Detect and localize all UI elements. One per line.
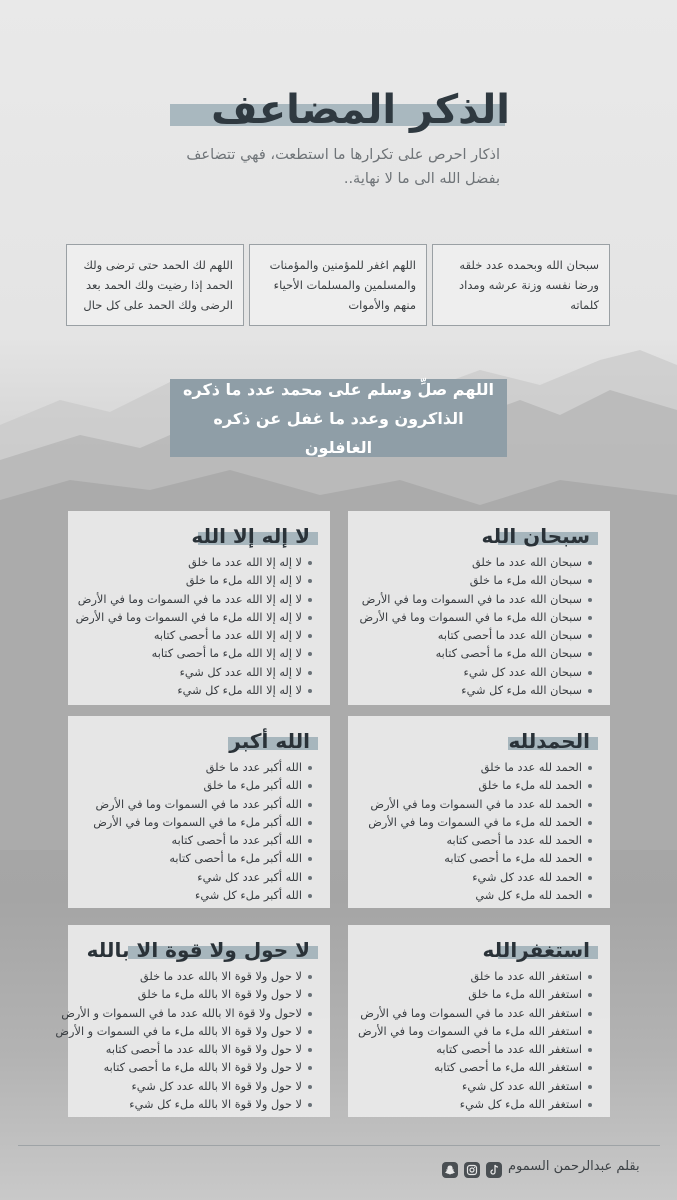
salawat-banner [170, 379, 507, 457]
card-la-ilaha-illallah [68, 511, 330, 705]
list-item: الله أكبر عدد ما خلق [76, 759, 312, 777]
dua-text: سبحان الله وبحمده عدد خلقه ورضا نفسه وزنة عرشه ومداد كلماته [459, 258, 599, 312]
tiktok-icon[interactable] [486, 1162, 502, 1178]
card-list [356, 759, 592, 905]
list-item: سبحان الله عدد ما في السموات وما في الأرض [356, 591, 592, 609]
list-item: سبحان الله ملء ما في السموات وما في الأرض [356, 609, 592, 627]
list-item: استغفر الله عدد ما خلق [356, 968, 592, 986]
card-title-block [508, 724, 590, 758]
list-item: استغفر الله عدد ما في السموات وما في الأرض [356, 1005, 592, 1023]
card-list [356, 968, 592, 1114]
list-item: سبحان الله ملء ما أحصى كتابه [356, 645, 592, 663]
list-item: استغفر الله ملء ما في السموات وما في الأرض [356, 1023, 592, 1041]
list-item: الحمد لله عدد ما في السموات وما في الأرض [356, 796, 592, 814]
list-item: الحمد لله ملء ما أحصى كتابه [356, 850, 592, 868]
list-item: الحمد لله ملء ما خلق [356, 777, 592, 795]
list-item: لا إله إلا الله ملء ما في السموات وما في الأرض [76, 609, 312, 627]
card-subhanallah [348, 511, 610, 705]
card-la-hawla [55, 925, 330, 1117]
list-item: الله أكبر ملء ما أحصى كتابه [76, 850, 312, 868]
dua-text: اللهم لك الحمد حتى ترضى ولك الحمد إذا رضيت ولك الحمد بعد الرضى ولك الحمد على كل حال [83, 258, 233, 312]
dua-box-1 [432, 244, 610, 326]
card-astaghfirullah [348, 925, 610, 1117]
list-item: الله أكبر ملء ما في السموات وما في الأرض [76, 814, 312, 832]
list-item: الحمد لله عدد ما أحصى كتابه [356, 832, 592, 850]
list-item: الحمد لله عدد ما خلق [356, 759, 592, 777]
author-credit: بقلم عبدالرحمن السموم [508, 1159, 640, 1174]
card-list [55, 968, 312, 1114]
dua-box-2 [249, 244, 427, 326]
list-item: الحمد لله عدد كل شيء [356, 869, 592, 887]
card-title-block [229, 724, 310, 758]
list-item: الحمد لله ملء كل شي [356, 887, 592, 905]
footer-divider [18, 1145, 660, 1146]
list-item: لا حول ولا قوة الا بالله عدد ما أحصى كتابه [76, 1041, 312, 1059]
card-title: لا حول ولا قوة الا بالله [86, 938, 310, 962]
snapchat-icon[interactable] [442, 1162, 458, 1178]
page-title: الذكر المضاعف [211, 87, 510, 133]
list-item: الله أكبر عدد ما أحصى كتابه [76, 832, 312, 850]
list-item: لا إله إلا الله ملء ما خلق [76, 572, 312, 590]
list-item: لا إله إلا الله ملء كل شيء [76, 682, 312, 700]
list-item: لا حول ولا قوة الا بالله عدد ما خلق [76, 968, 312, 986]
list-item: سبحان الله عدد كل شيء [356, 664, 592, 682]
list-item: لا حول ولا قوة الا بالله ملء ما في السموات و الأرض [76, 1023, 312, 1041]
list-item: سبحان الله ملء ما خلق [356, 572, 592, 590]
list-item: استغفر الله ملء ما خلق [356, 986, 592, 1004]
card-title-block [87, 933, 310, 967]
list-item: لا إله إلا الله عدد كل شيء [76, 664, 312, 682]
card-allahu-akbar [68, 716, 330, 908]
list-item: لا إله إلا الله عدد ما خلق [76, 554, 312, 572]
list-item: لا حول ولا قوة الا بالله ملء ما أحصى كتابه [76, 1059, 312, 1077]
salawat-text: اللهم صلِّ وسلم على محمد عدد ما ذكره الذاكرون وعدد ما غفل عن ذكره الغافلون [183, 379, 494, 457]
list-item: سبحان الله ملء كل شيء [356, 682, 592, 700]
card-title: الله أكبر [229, 729, 310, 753]
list-item: استغفر الله ملء كل شيء [356, 1096, 592, 1114]
list-item: لا حول ولا قوة الا بالله ملء كل شيء [76, 1096, 312, 1114]
card-title: الحمدلله [508, 729, 590, 753]
card-title-block [483, 933, 590, 967]
list-item: سبحان الله عدد ما أحصى كتابه [356, 627, 592, 645]
card-alhamdulillah [348, 716, 610, 908]
page-subtitle: اذكار احرص على تكرارها ما استطعت، فهي تتضاعف بفضل الله الى ما لا نهاية.. [186, 147, 500, 187]
list-item: الله أكبر عدد كل شيء [76, 869, 312, 887]
list-item: الحمد لله ملء ما في السموات وما في الأرض [356, 814, 592, 832]
list-item: لاحول ولا قوة الا بالله عدد ما في السموات و الأرض [76, 1005, 312, 1023]
title-block [170, 78, 510, 148]
card-list [76, 554, 312, 700]
card-title: استغفرالله [482, 938, 590, 962]
list-item: الله أكبر ملء كل شيء [76, 887, 312, 905]
list-item: لا إله إلا الله عدد ما أحصى كتابه [76, 627, 312, 645]
card-title-block [191, 519, 310, 553]
list-item: سبحان الله عدد ما خلق [356, 554, 592, 572]
list-item: استغفر الله عدد كل شيء [356, 1078, 592, 1096]
list-item: لا إله إلا الله ملء ما أحصى كتابه [76, 645, 312, 663]
list-item: استغفر الله ملء ما أحصى كتابه [356, 1059, 592, 1077]
dua-box-3 [66, 244, 244, 326]
dua-text: اللهم اغفر للمؤمنين والمؤمنات والمسلمين والمسلمات الأحياء منهم والأموات [269, 258, 416, 312]
card-title: لا إله إلا الله [191, 524, 310, 548]
list-item: الله أكبر عدد ما في السموات وما في الأرض [76, 796, 312, 814]
list-item: لا حول ولا قوة الا بالله عدد كل شيء [76, 1078, 312, 1096]
list-item: الله أكبر ملء ما خلق [76, 777, 312, 795]
list-item: استغفر الله عدد ما أحصى كتابه [356, 1041, 592, 1059]
card-list [356, 554, 592, 700]
instagram-icon[interactable] [464, 1162, 480, 1178]
card-title: سبحان الله [481, 524, 590, 548]
list-item: لا حول ولا قوة الا بالله ملء ما خلق [76, 986, 312, 1004]
card-title-block [482, 519, 590, 553]
card-list [76, 759, 312, 905]
list-item: لا إله إلا الله عدد ما في السموات وما في الأرض [76, 591, 312, 609]
